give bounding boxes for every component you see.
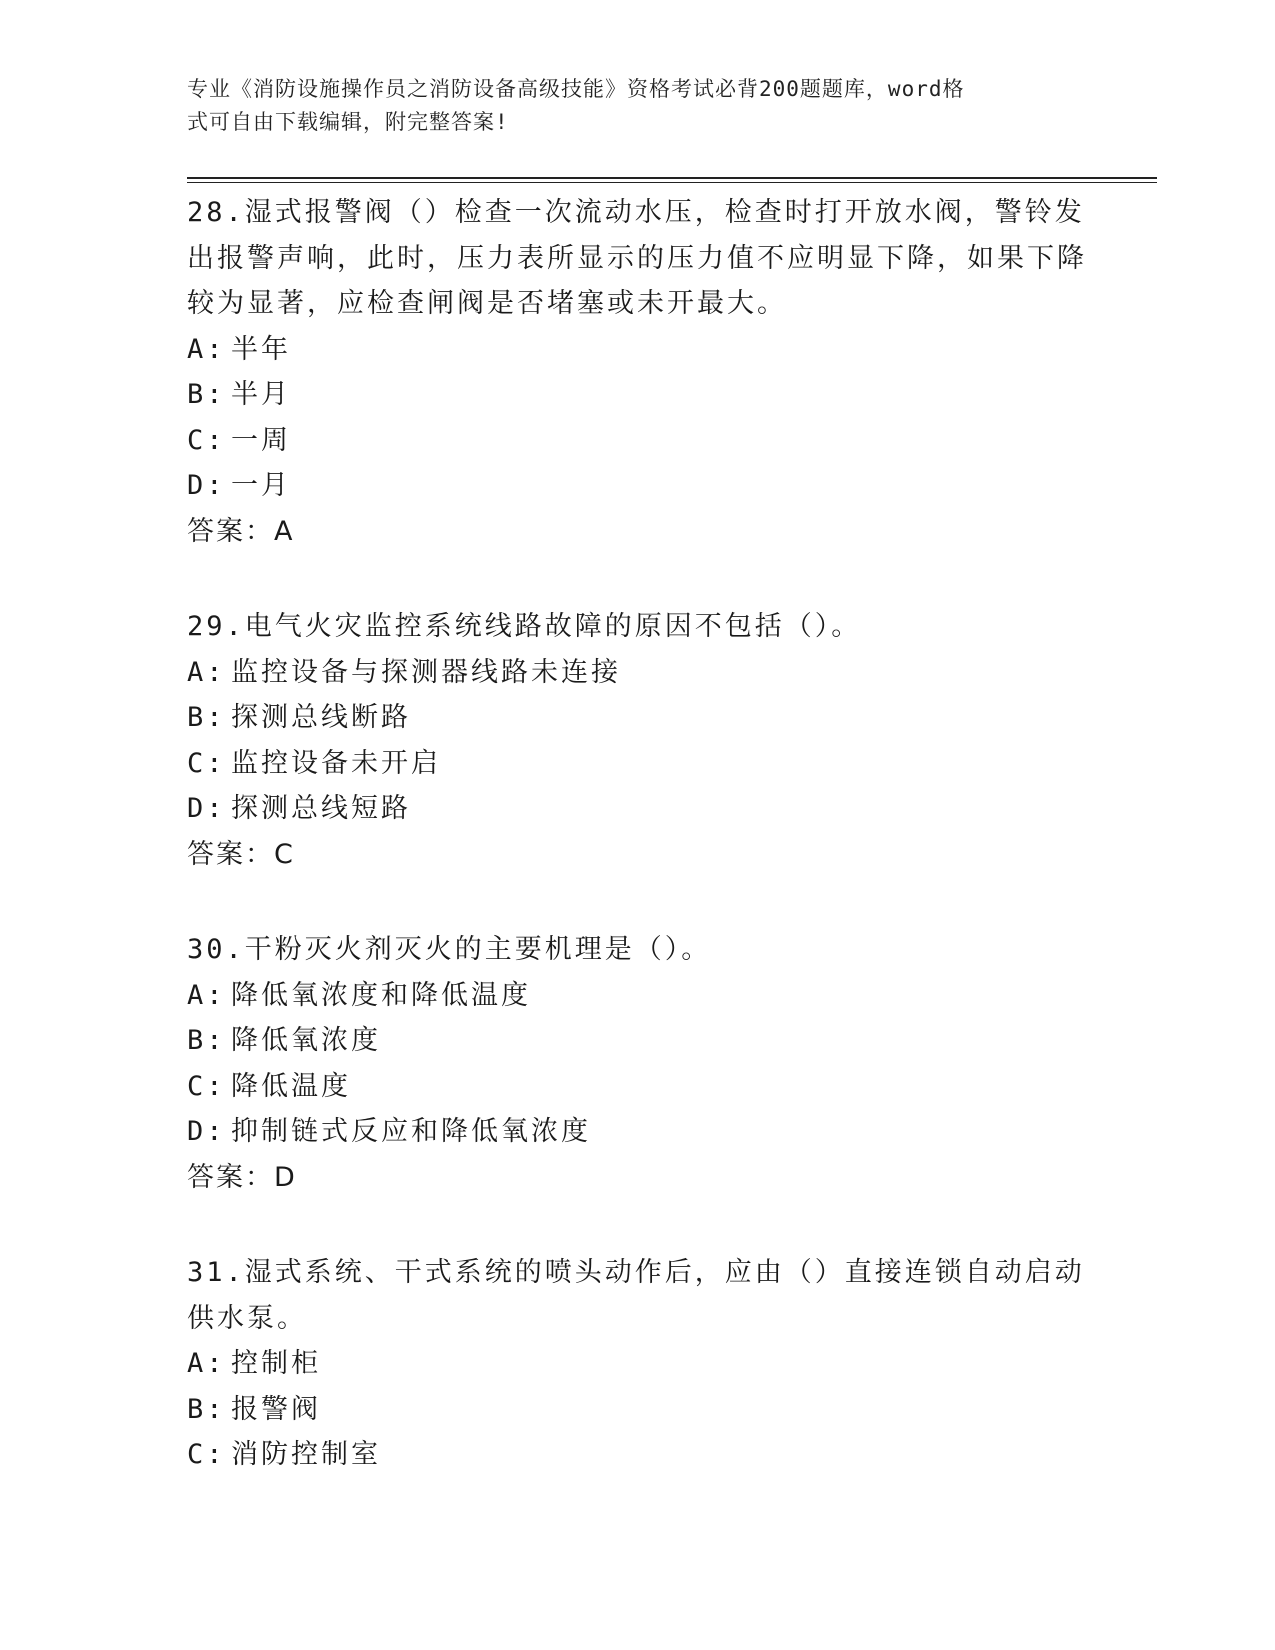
option-c: [187, 741, 1087, 787]
option-d: [187, 786, 1087, 832]
option-key: C:: [187, 1070, 226, 1102]
option-c: [187, 1432, 1087, 1478]
option-label: 一月: [231, 470, 291, 501]
option-b: [187, 695, 1087, 741]
option-c: [187, 1064, 1087, 1110]
option-label: 降低氧浓度: [231, 1025, 381, 1056]
option-b: [187, 372, 1087, 418]
option-c: [187, 418, 1087, 464]
option-label: 探测总线断路: [231, 702, 411, 733]
answer-line: 答案：D: [187, 1161, 297, 1193]
option-label: 一周: [231, 424, 291, 456]
option-d: [187, 463, 1087, 509]
option-key: A:: [187, 333, 226, 365]
option-key: D:: [187, 793, 226, 824]
option-label: 抑制链式反应和降低氧浓度: [231, 1116, 591, 1147]
option-label: 报警阀: [231, 1393, 321, 1425]
header-divider-thin: [187, 182, 1157, 183]
option-key: B:: [187, 1025, 226, 1056]
document-header: [187, 73, 1067, 139]
option-key: C:: [187, 424, 226, 456]
option-key: D:: [187, 1116, 226, 1147]
header-divider-thick: [187, 177, 1157, 179]
option-key: B:: [187, 379, 226, 410]
option-a: [187, 650, 1087, 696]
option-label: 降低温度: [231, 1070, 351, 1102]
header-title-line-2: 式可自由下载编辑，附完整答案!: [187, 110, 509, 134]
question-list: [187, 190, 1087, 1528]
header-title-line-1: 专业《消防设施操作员之消防设备高级技能》资格考试必背200题题库，word格: [187, 77, 965, 101]
option-key: A:: [187, 656, 226, 688]
option-b: [187, 1018, 1087, 1064]
question-29: [187, 604, 1087, 877]
question-text: 29.电气火灾监控系统线路故障的原因不包括（）。: [187, 611, 862, 642]
option-key: C:: [187, 1439, 226, 1470]
option-label: 半年: [231, 333, 291, 365]
option-label: 控制柜: [231, 1348, 321, 1379]
option-key: A:: [187, 1348, 226, 1379]
option-key: C:: [187, 747, 226, 779]
question-text: 30.干粉灭火剂灭火的主要机理是（）。: [187, 934, 712, 965]
option-key: B:: [187, 1393, 226, 1425]
option-d: [187, 1109, 1087, 1155]
option-label: 降低氧浓度和降低温度: [231, 979, 531, 1011]
question-text: 28.湿式报警阀（）检查一次流动水压，检查时打开放水阀，警铃发出报警声响，此时，压力表所显示的压力值不应明显下降，如果下降较为显著，应检查闸阀是否堵塞或未开最大。: [187, 197, 1087, 319]
question-30: [187, 927, 1087, 1200]
option-label: 探测总线短路: [231, 793, 411, 824]
option-label: 半月: [231, 379, 291, 410]
option-a: [187, 327, 1087, 373]
answer-line: 答案：A: [187, 515, 295, 547]
question-28: [187, 190, 1087, 554]
option-label: 消防控制室: [231, 1439, 381, 1470]
question-text: 31.湿式系统、干式系统的喷头动作后，应由（）直接连锁自动启动供水泵。: [187, 1257, 1085, 1334]
option-label: 监控设备与探测器线路未连接: [231, 656, 621, 688]
option-a: [187, 1341, 1087, 1387]
option-a: [187, 973, 1087, 1019]
option-key: B:: [187, 702, 226, 733]
option-b: [187, 1387, 1087, 1433]
option-key: D:: [187, 470, 226, 501]
question-31: [187, 1250, 1087, 1478]
option-key: A:: [187, 979, 226, 1011]
option-label: 监控设备未开启: [231, 747, 441, 779]
answer-line: 答案：C: [187, 838, 295, 870]
